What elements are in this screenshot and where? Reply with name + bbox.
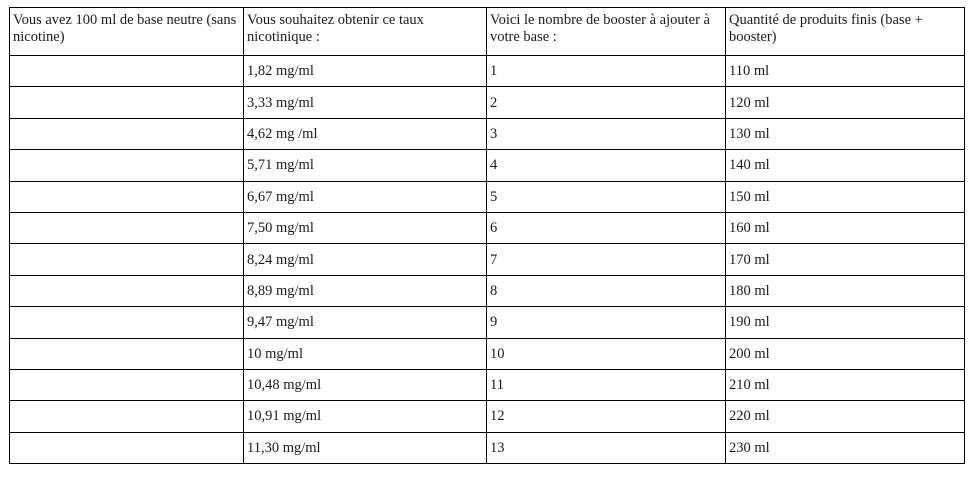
cell-final-quantity: 130 ml — [726, 118, 965, 149]
cell-final-quantity: 140 ml — [726, 150, 965, 181]
table-row — [10, 307, 965, 338]
cell-booster-count: 9 — [487, 307, 726, 338]
cell-booster-count: 4 — [487, 150, 726, 181]
cell-booster-count: 2 — [487, 87, 726, 118]
cell-nicotine-rate: 5,71 mg/ml — [244, 150, 487, 181]
header-target-nicotine: Vous souhaitez obtenir ce taux nicotinique : — [244, 8, 487, 56]
table-row — [10, 87, 965, 118]
table-row — [10, 56, 965, 87]
table-row — [10, 244, 965, 275]
cell-booster-count: 10 — [487, 338, 726, 369]
cell-nicotine-rate: 10,48 mg/ml — [244, 369, 487, 400]
cell-final-quantity: 150 ml — [726, 181, 965, 212]
cell-nicotine-rate: 11,30 mg/ml — [244, 432, 487, 463]
cell-nicotine-rate: 4,62 mg /ml — [244, 118, 487, 149]
cell-booster-count: 12 — [487, 401, 726, 432]
cell-base — [10, 87, 244, 118]
cell-final-quantity: 230 ml — [726, 432, 965, 463]
table-row — [10, 432, 965, 463]
cell-base — [10, 369, 244, 400]
cell-booster-count: 1 — [487, 56, 726, 87]
cell-booster-count: 6 — [487, 212, 726, 243]
header-booster-count: Voici le nombre de booster à ajouter à votre base : — [487, 8, 726, 56]
cell-nicotine-rate: 6,67 mg/ml — [244, 181, 487, 212]
cell-final-quantity: 170 ml — [726, 244, 965, 275]
cell-final-quantity: 180 ml — [726, 275, 965, 306]
cell-base — [10, 244, 244, 275]
table-row — [10, 181, 965, 212]
cell-base — [10, 150, 244, 181]
cell-base — [10, 432, 244, 463]
cell-nicotine-rate: 1,82 mg/ml — [244, 56, 487, 87]
cell-booster-count: 3 — [487, 118, 726, 149]
cell-base — [10, 275, 244, 306]
cell-booster-count: 11 — [487, 369, 726, 400]
header-row — [10, 8, 965, 56]
header-base-volume: Vous avez 100 ml de base neutre (sans nicotine) — [10, 8, 244, 56]
table-header — [10, 8, 965, 56]
table-row — [10, 369, 965, 400]
header-final-quantity: Quantité de produits finis (base + booster) — [726, 8, 965, 56]
cell-booster-count: 7 — [487, 244, 726, 275]
table-row — [10, 150, 965, 181]
cell-booster-count: 13 — [487, 432, 726, 463]
cell-base — [10, 401, 244, 432]
cell-final-quantity: 210 ml — [726, 369, 965, 400]
nicotine-dosage-table — [9, 7, 965, 464]
cell-final-quantity: 220 ml — [726, 401, 965, 432]
table-row — [10, 275, 965, 306]
cell-base — [10, 307, 244, 338]
cell-booster-count: 8 — [487, 275, 726, 306]
cell-base — [10, 118, 244, 149]
cell-final-quantity: 190 ml — [726, 307, 965, 338]
cell-nicotine-rate: 8,24 mg/ml — [244, 244, 487, 275]
cell-final-quantity: 200 ml — [726, 338, 965, 369]
cell-booster-count: 5 — [487, 181, 726, 212]
table-body — [10, 56, 965, 464]
cell-nicotine-rate: 3,33 mg/ml — [244, 87, 487, 118]
table-row — [10, 401, 965, 432]
cell-final-quantity: 160 ml — [726, 212, 965, 243]
cell-final-quantity: 120 ml — [726, 87, 965, 118]
cell-base — [10, 338, 244, 369]
cell-nicotine-rate: 10,91 mg/ml — [244, 401, 487, 432]
cell-final-quantity: 110 ml — [726, 56, 965, 87]
cell-nicotine-rate: 9,47 mg/ml — [244, 307, 487, 338]
cell-nicotine-rate: 10 mg/ml — [244, 338, 487, 369]
table-row — [10, 212, 965, 243]
cell-base — [10, 56, 244, 87]
cell-base — [10, 181, 244, 212]
table-row — [10, 118, 965, 149]
nicotine-table-container — [9, 7, 965, 464]
table-row — [10, 338, 965, 369]
cell-nicotine-rate: 8,89 mg/ml — [244, 275, 487, 306]
cell-nicotine-rate: 7,50 mg/ml — [244, 212, 487, 243]
cell-base — [10, 212, 244, 243]
